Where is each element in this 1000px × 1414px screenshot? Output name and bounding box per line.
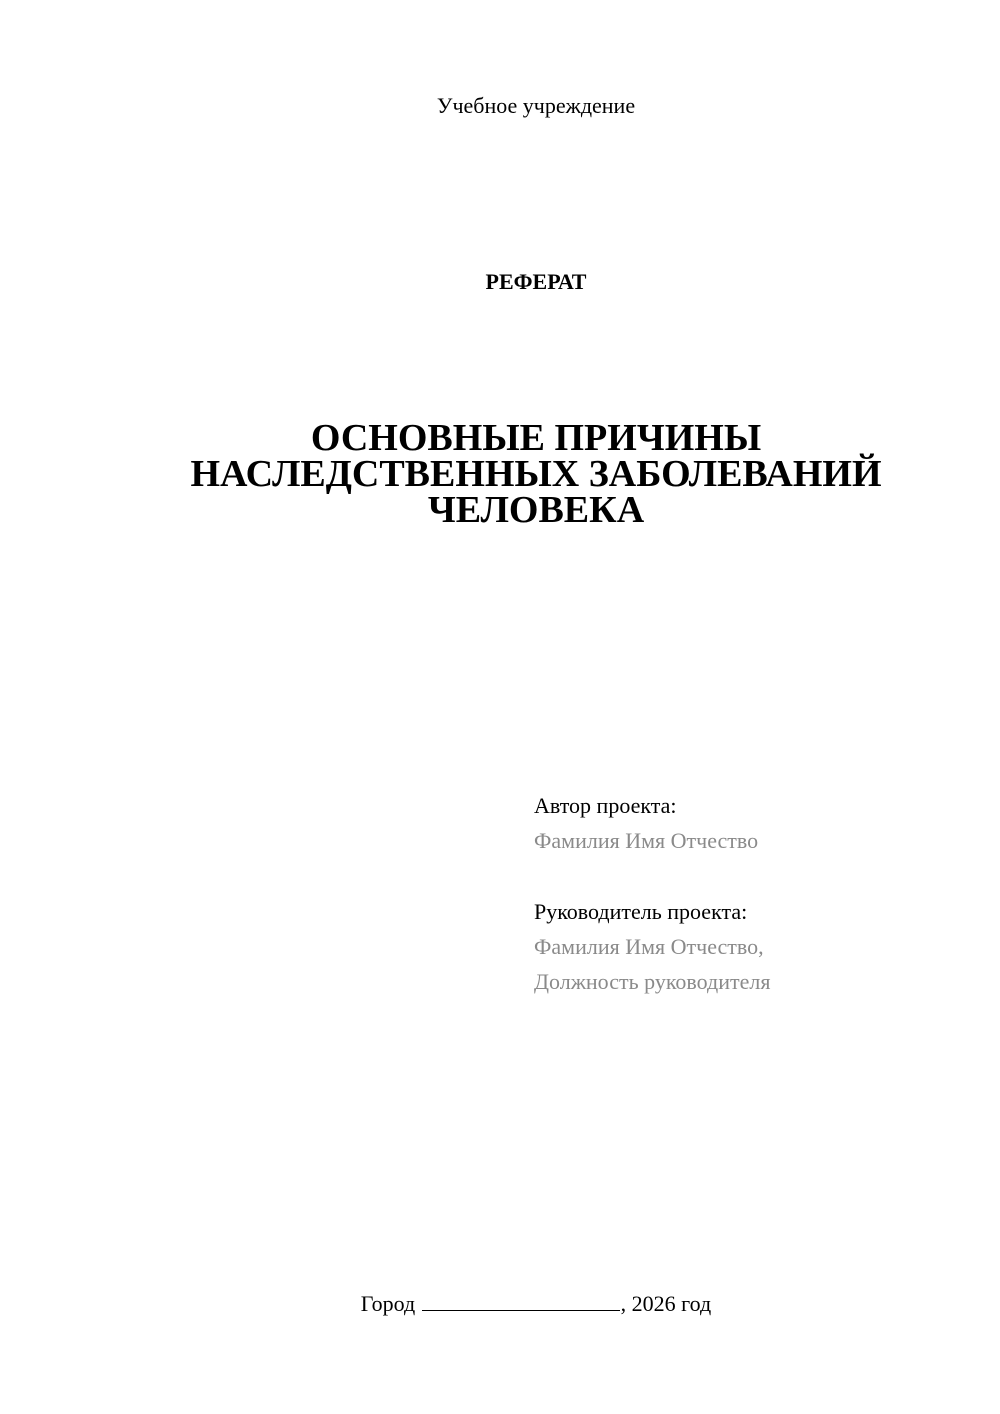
supervisor-label: Руководитель проекта: bbox=[534, 899, 748, 924]
author-label: Автор проекта: bbox=[534, 793, 677, 818]
supervisor-position-placeholder: Должность руководителя bbox=[534, 969, 771, 994]
year-text: , 2026 год bbox=[620, 1291, 712, 1316]
supervisor-name-placeholder: Фамилия Имя Отчество, bbox=[534, 934, 764, 959]
authors-spacer bbox=[534, 858, 974, 894]
title-line-2: НАСЛЕДСТВЕННЫХ ЗАБОЛЕВАНИЙ bbox=[190, 453, 882, 495]
title-line-3: ЧЕЛОВЕКА bbox=[427, 489, 645, 531]
institution-name: Учебное учреждение bbox=[436, 93, 636, 118]
document-title bbox=[0, 417, 1000, 531]
city-blank-line bbox=[422, 1290, 620, 1311]
footer-city-year bbox=[0, 1290, 1000, 1318]
authors-block bbox=[534, 788, 974, 999]
title-line-1: ОСНОВНЫЕ ПРИЧИНЫ bbox=[310, 417, 762, 459]
author-name-placeholder: Фамилия Имя Отчество bbox=[534, 828, 759, 853]
document-type: РЕФЕРАТ bbox=[485, 269, 587, 294]
city-label: Город bbox=[360, 1291, 416, 1316]
